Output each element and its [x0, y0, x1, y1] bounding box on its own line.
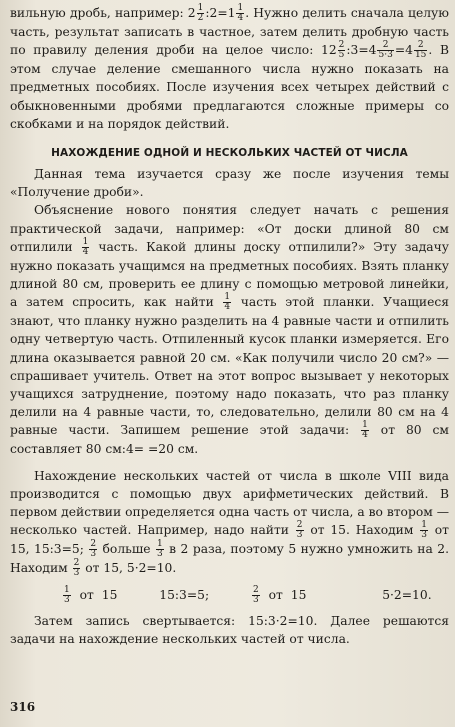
paragraph-3	[10, 201, 449, 458]
fraction-numerator: 2	[296, 520, 303, 531]
fraction	[252, 586, 260, 605]
fraction	[223, 293, 231, 312]
fraction-numerator: 2	[253, 585, 259, 596]
fraction-denominator: 5·3	[378, 50, 393, 61]
text-segment: :2=1	[205, 6, 236, 20]
fraction-denominator: 3	[73, 568, 80, 579]
fraction-denominator: 5	[338, 50, 345, 61]
text-segment: вильную дробь, например:	[10, 6, 188, 20]
page-number: 316	[10, 700, 36, 714]
text-segment: Нахождение нескольких частей от числа в школе VIII вида производится с помощью двух арифметических действий. В первом действии определяется одна часть от числа, а во втором — несколько частей. Например, надо найти	[10, 468, 450, 538]
fraction-numerator: 1	[237, 3, 244, 13]
fraction-numerator: 2	[377, 41, 393, 51]
fraction-numerator: 2	[90, 539, 97, 550]
fraction	[414, 41, 427, 60]
text-segment: Объяснение нового понятия следует начать с решения практической задачи, например: «От доски длиной 80 см отпилили	[10, 203, 449, 254]
fraction-denominator: 4	[237, 13, 244, 23]
fraction-numerator: 1	[362, 420, 368, 431]
fraction-denominator: 4	[362, 430, 368, 441]
fraction	[338, 41, 346, 60]
text-segment: . Нужно делить сначала целую часть, результат записать в частное, затем делить дробную часть по правилу деления дроби на целое число: 12	[10, 6, 449, 58]
fraction-numerator: 2	[414, 41, 427, 51]
fraction	[63, 586, 71, 605]
text-segment: часть этой планки. Учащиеся знают, что планку нужно разделить на 4 равные части и отпилить одну четвертую часть. Отпиленный кусок планки измеряется. Его длина оказывается равной 20 см. «Как получили число 20 см?» — спрашивает учитель. Ответ на этот вопрос вызывает у некоторых учащихся затруднение, поэтому надо показать, что раз планку делили на 4 равные части, то, следовательно, делили 80 см на 4 равные части. Запишем решение этой задачи:	[10, 295, 449, 438]
text-segment: =4	[394, 43, 413, 58]
fraction-denominator: 3	[90, 549, 97, 560]
fraction-denominator: 2	[197, 13, 204, 23]
fraction	[197, 4, 205, 23]
fraction-denominator: 4	[82, 246, 89, 257]
text-segment: от 15, 5·2=10.	[81, 561, 177, 576]
fraction	[296, 521, 304, 540]
formula-text: от 15	[268, 588, 307, 603]
section-heading: НАХОЖДЕНИЕ ОДНОЙ И НЕСКОЛЬКИХ ЧАСТЕЙ ОТ ЧИСЛА	[51, 147, 408, 160]
fraction-numerator: 1	[197, 3, 204, 13]
fraction-numerator: 1	[224, 292, 231, 303]
fraction	[361, 421, 369, 440]
formula-text: 5·2=10.	[382, 588, 432, 603]
text-segment: больше	[98, 542, 155, 557]
fraction	[156, 540, 164, 559]
fraction	[377, 41, 393, 60]
text-segment: в 2 раза, поэтому 5 нужно умножить на 2. Находим	[10, 542, 449, 576]
fraction-numerator: 1	[421, 520, 427, 531]
text-segment: от 80 см составляет 80 см:4= =20 см.	[10, 423, 449, 457]
fraction-denominator: 4	[224, 302, 231, 313]
fraction-numerator: 2	[338, 40, 345, 51]
fraction	[236, 4, 244, 23]
fraction-numerator: 1	[82, 236, 89, 247]
fraction-numerator: 1	[64, 585, 70, 596]
fraction	[420, 521, 428, 540]
formula-text: от 15	[79, 588, 118, 603]
text-segment: от 15. Находим	[304, 523, 420, 538]
fraction-numerator: 2	[73, 558, 80, 569]
paragraph-4	[10, 467, 449, 579]
fraction	[82, 238, 90, 257]
paragraph-2: Данная тема изучается сразу же после изучения темы «Получение дроби».	[10, 167, 449, 200]
fraction-denominator: 3	[296, 530, 303, 541]
fraction-denominator: 3	[253, 595, 259, 606]
fraction-numerator: 1	[157, 539, 163, 550]
formula-text: 15:3=5;	[159, 588, 210, 603]
fraction-denominator: 3	[64, 595, 70, 606]
paragraph-5: Затем запись свертывается: 15:3·2=10. Далее решаются задачи на нахождение нескольких частей от числа.	[10, 614, 449, 647]
fraction-denominator: 3	[157, 549, 163, 560]
spacer	[10, 459, 449, 467]
fraction	[89, 540, 97, 559]
fraction-denominator: 15	[414, 50, 427, 61]
text-segment: . В этом случае деление смешанного числа нужно показать на предметных пособиях. После изучения всех четырех действий с обыкновенными дробями предлагаются сложные примеры со скобками и на порядок действий.	[10, 43, 449, 131]
mixed-number-whole: 2	[187, 6, 196, 20]
paragraph-1	[10, 4, 449, 133]
text-segment: от 15, 15:3=5;	[10, 523, 449, 557]
fraction-denominator: 3	[421, 530, 427, 541]
formula-line	[62, 584, 449, 606]
text-segment: :3=4	[346, 43, 377, 58]
fraction	[73, 559, 81, 578]
text-segment: часть. Какой длины доску отпилили?» Эту задачу нужно показать учащимся на предметных пособиях. Взять планку длиной 80 см, проверить ее длину с помощью метровой линейки, а затем спросить, как найти	[10, 239, 449, 310]
